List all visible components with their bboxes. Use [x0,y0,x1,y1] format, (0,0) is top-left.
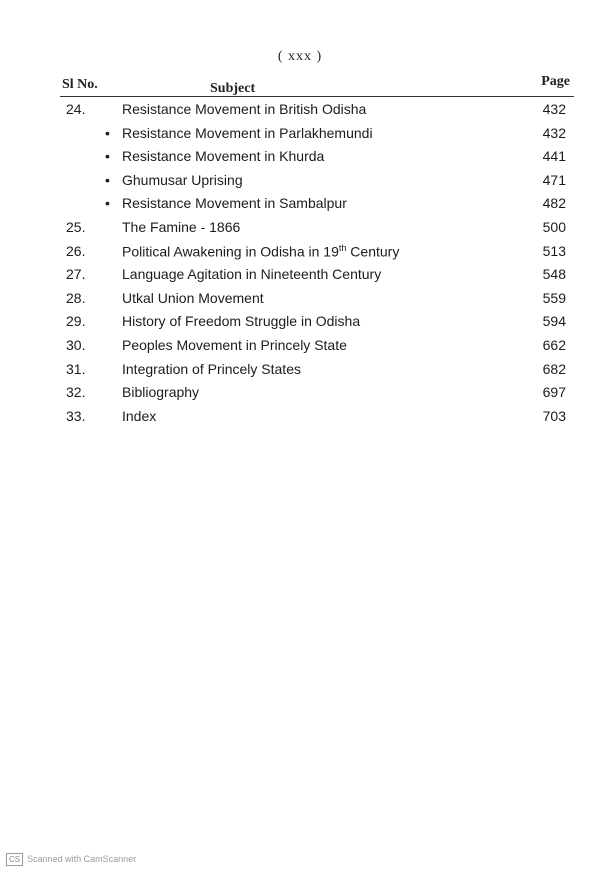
watermark-text: Scanned with CamScanner [27,854,137,864]
entry-subject: Resistance Movement in Sambalpur [122,195,347,212]
table-row [0,334,600,358]
header-sl-no: Sl No. [62,77,98,92]
table-row [0,381,600,405]
entry-subject: Bibliography [122,384,200,401]
entry-page: 471 [542,171,566,188]
entry-page: 482 [542,195,566,212]
entry-subject: Resistance Movement in Khurda [122,148,325,165]
table-row [0,216,600,240]
entry-page: 703 [542,407,566,424]
entry-number: 29. [66,313,86,330]
entry-number: 31. [66,360,86,377]
table-row [0,358,600,382]
entry-page: 594 [542,313,566,330]
entry-page: 682 [542,360,566,377]
entry-page: 500 [542,218,566,235]
table-row [0,263,600,287]
camscanner-logo: CS [6,853,23,866]
entry-subject: Language Agitation in Nineteenth Century [122,266,382,283]
table-row [0,310,600,334]
table-row [0,145,600,169]
entry-subject: Utkal Union Movement [122,289,264,306]
entry-number: 24. [66,101,86,117]
entry-subject: Ghumusar Uprising [122,171,243,188]
entry-page: 697 [542,384,566,401]
entry-number: 27. [66,266,86,283]
entry-number: 32. [66,384,86,401]
table-row [0,287,600,311]
entry-page: 432 [542,101,566,117]
entry-subject: Resistance Movement in British Odisha [122,101,367,117]
entry-page: 662 [542,336,566,353]
table-header [62,74,572,96]
contents-list [0,98,600,428]
entry-number: 30. [66,336,86,353]
entry-page: 441 [542,148,566,165]
entry-page: 559 [542,289,566,306]
bullet-icon: • [105,195,110,212]
page-number: ( xxx ) [277,49,323,64]
table-row [0,405,600,429]
table-row [0,240,600,264]
header-divider [60,96,574,97]
entry-number: 33. [66,407,86,424]
bullet-icon: • [105,148,110,165]
header-subject: Subject [210,81,256,96]
scanner-watermark [6,852,136,866]
entry-subject: History of Freedom Struggle in Odisha [122,313,361,330]
table-row [0,192,600,216]
header-page: Page [541,74,570,89]
bullet-icon: • [105,124,110,141]
bullet-icon: • [105,171,110,188]
entry-page: 548 [542,266,566,283]
entry-subject: Integration of Princely States [122,360,301,377]
entry-subject: The Famine - 1866 [122,218,241,235]
entry-page: 432 [542,124,566,141]
table-row [0,122,600,146]
entry-subject: Political Awakening in Odisha in 19th Century [122,242,400,260]
entry-subject: Index [122,407,157,424]
entry-subject: Peoples Movement in Princely State [122,336,347,353]
entry-number: 25. [66,218,86,235]
table-row [0,169,600,193]
entry-number: 28. [66,289,86,306]
entry-page: 513 [542,242,566,259]
entry-subject: Resistance Movement in Parlakhemundi [122,124,373,141]
table-row [0,98,600,122]
entry-number: 26. [66,242,86,259]
